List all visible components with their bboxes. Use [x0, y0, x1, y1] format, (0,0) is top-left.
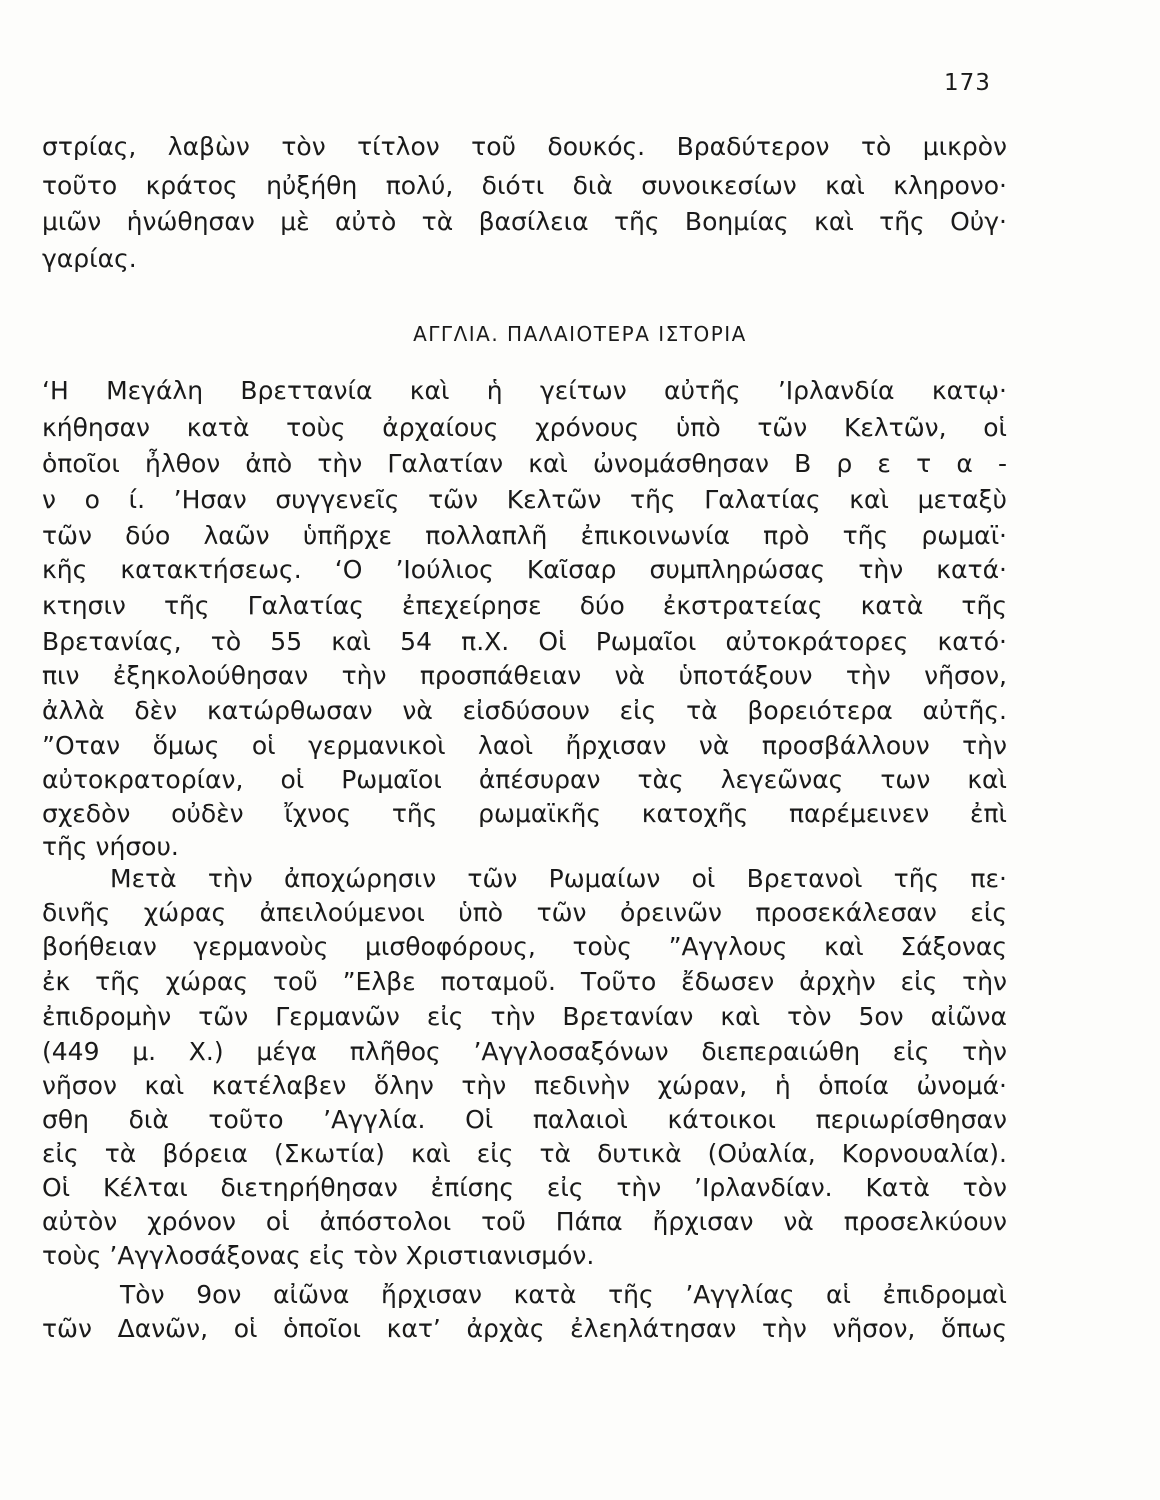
- text-line: πιν ἐξηκολούθησαν τὴν προσπάθειαν νὰ ὑποτάξουν τὴν νῆσον,: [42, 661, 1007, 690]
- text-line: δινῆς χώρας ἀπειλούμενοι ὑπὸ τῶν ὀρεινῶν προσεκάλεσαν εἰς: [42, 898, 1007, 927]
- text-line: κτησιν τῆς Γαλατίας ἐπεχείρησε δύο ἐκστρατείας κατὰ τῆς: [42, 591, 1007, 620]
- text-line: σχεδὸν οὐδὲν ἴχνος τῆς ρωμαϊκῆς κατοχῆς παρέμεινεν ἐπὶ: [42, 799, 1007, 828]
- text-line: μιῶν ἡνώθησαν μὲ αὐτὸ τὰ βασίλεια τῆς Βοημίας καὶ τῆς Οὐγ·: [42, 207, 1007, 236]
- section-heading: ΑΓΓΛΙΑ. ΠΑΛΑΙΟΤΕΡΑ ΙΣΤΟΡΙΑ: [413, 322, 747, 346]
- text-line: Βρετανίας, τὸ 55 καὶ 54 π.Χ. Οἱ Ρωμαῖοι αὐτοκράτορες κατό·: [42, 627, 1007, 656]
- text-line: κήθησαν κατὰ τοὺς ἀρχαίους χρόνους ὑπὸ τῶν Κελτῶν, οἱ: [42, 413, 1007, 442]
- text-line: αὐτὸν χρόνον οἱ ἀπόστολοι τοῦ Πάπα ἤρχισαν νὰ προσελκύουν: [42, 1207, 1007, 1236]
- text-line: τῶν Δανῶν, οἱ ὁποῖοι κατ’ ἀρχὰς ἐλεηλάτησαν τὴν νῆσον, ὅπως: [42, 1314, 1007, 1343]
- text-line: τοῦτο κράτος ηὐξήθη πολύ, διότι διὰ συνοικεσίων καὶ κληρονο·: [42, 171, 1007, 200]
- text-line: ἀλλὰ δὲν κατώρθωσαν νὰ εἰσδύσουν εἰς τὰ βορειότερα αὐτῆς.: [42, 696, 1007, 725]
- text-line: εἰς τὰ βόρεια (Σκωτία) καὶ εἰς τὰ δυτικὰ (Οὐαλία, Κορνουαλία).: [42, 1139, 1007, 1168]
- text-line: τῆς νήσου.: [42, 832, 179, 861]
- text-line: ‘Η Μεγάλη Βρεττανία καὶ ἡ γείτων αὐτῆς ’Ιρλανδία κατῳ·: [42, 376, 1007, 405]
- text-line: τοὺς ’Αγγλοσάξονας εἰς τὸν Χριστιανισμόν.: [42, 1241, 595, 1270]
- text-line: ν ο ί. ’Ησαν συγγενεῖς τῶν Κελτῶν τῆς Γαλατίας καὶ μεταξὺ: [42, 485, 1007, 514]
- text-line: (449 μ. Χ.) μέγα πλῆθος ’Αγγλοσαξόνων διεπεραιώθη εἰς τὴν: [42, 1037, 1007, 1066]
- text-line: ὁποῖοι ἦλθον ἀπὸ τὴν Γαλατίαν καὶ ὠνομάσθησαν Β ρ ε τ α -: [42, 449, 1007, 478]
- text-line: στρίας, λαβὼν τὸν τίτλον τοῦ δουκός. Βραδύτερον τὸ μικρὸν: [42, 132, 1007, 161]
- text-line: ἐκ τῆς χώρας τοῦ ”Ελβε ποταμοῦ. Τοῦτο ἔδωσεν ἀρχὴν εἰς τὴν: [42, 967, 1007, 996]
- text-line: Οἱ Κέλται διετηρήθησαν ἐπίσης εἰς τὴν ’Ιρλανδίαν. Κατὰ τὸν: [42, 1173, 1007, 1202]
- text-line: τῶν δύο λαῶν ὑπῆρχε πολλαπλῆ ἐπικοινωνία πρὸ τῆς ρωμαϊ·: [42, 521, 1007, 550]
- text-line: ἐπιδρομὴν τῶν Γερμανῶν εἰς τὴν Βρετανίαν καὶ τὸν 5ον αἰῶνα: [42, 1002, 1007, 1031]
- text-line: ”Οταν ὅμως οἱ γερμανικοὶ λαοὶ ἤρχισαν νὰ προσβάλλουν τὴν: [42, 731, 1007, 760]
- text-line: Μετὰ τὴν ἀποχώρησιν τῶν Ρωμαίων οἱ Βρετανοὶ τῆς πε·: [110, 864, 1007, 893]
- text-line: νῆσον καὶ κατέλαβεν ὅλην τὴν πεδινὴν χώραν, ἡ ὁποία ὠνομά·: [42, 1071, 1007, 1100]
- text-line: σθη διὰ τοῦτο ’Αγγλία. Οἱ παλαιοὶ κάτοικοι περιωρίσθησαν: [42, 1105, 1007, 1134]
- text-line: γαρίας.: [42, 244, 137, 273]
- text-line: κῆς κατακτήσεως. ‘Ο ’Ιούλιος Καῖσαρ συμπληρώσας τὴν κατά·: [42, 555, 1007, 584]
- page-number: 173: [944, 70, 991, 96]
- text-line: αὐτοκρατορίαν, οἱ Ρωμαῖοι ἀπέσυραν τὰς λεγεῶνας των καὶ: [42, 765, 1007, 794]
- text-line: βοήθειαν γερμανοὺς μισθοφόρους, τοὺς ”Αγγλους καὶ Σάξονας: [42, 932, 1007, 961]
- text-line: Τὸν 9ον αἰῶνα ἤρχισαν κατὰ τῆς ’Αγγλίας αἱ ἐπιδρομαὶ: [120, 1280, 1007, 1309]
